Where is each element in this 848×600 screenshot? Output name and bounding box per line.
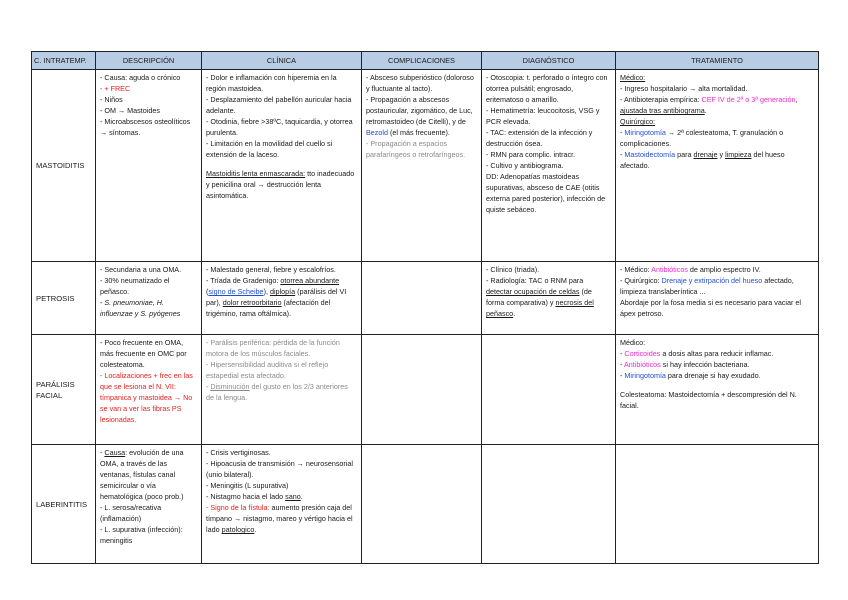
petrosis-clin-8: dolor retroorbitario bbox=[222, 298, 282, 307]
mastoiditis-comp-0: - Absceso subperióstico (doloroso y fluctuante al tacto). bbox=[366, 73, 474, 93]
mastoiditis-tto-6: . bbox=[704, 106, 707, 115]
row-mastoiditis bbox=[32, 70, 819, 262]
laberintitis-clin-0: - Crisis vertiginosas. bbox=[206, 448, 271, 457]
laberintitis-clin-nistagmo bbox=[206, 491, 357, 502]
mastoiditis-comp-propagacion bbox=[366, 94, 477, 138]
pathology-table bbox=[31, 51, 819, 564]
petrosis-tto-1: Antibióticos bbox=[651, 265, 688, 274]
laberintitis-tratamiento bbox=[616, 445, 819, 564]
paralisis-name: PARÁLISIS FACIAL bbox=[32, 335, 96, 445]
laberintitis-desc-4: - L. supurativa (infección): meningitis bbox=[100, 525, 183, 545]
petrosis-clinica bbox=[202, 262, 362, 335]
mastoiditis-clin-2: - Otodinia, fiebre >38ºC, taquicardia, y otorrea purulenta. bbox=[206, 117, 353, 137]
laberintitis-desc-causa bbox=[100, 447, 197, 502]
laberintitis-clin-1: - Hipoacusia de transmisión → neurosensorial (unio bilateral). bbox=[206, 459, 354, 479]
petrosis-name: PETROSIS bbox=[32, 262, 96, 335]
paralisis-tto-antibioticos bbox=[620, 359, 814, 370]
petrosis-clin-6: diplopía bbox=[269, 287, 296, 296]
petrosis-clin-triada bbox=[206, 275, 357, 319]
paralisis-clin-gusto bbox=[206, 381, 357, 403]
petrosis-tto-5: afectado, limpieza translaberíntica ... bbox=[620, 276, 794, 296]
mastoiditis-comp-3: (el más frecuente). bbox=[387, 128, 450, 137]
header-row bbox=[32, 52, 819, 70]
header-c-intratemp: C. INTRATEMP. bbox=[32, 52, 96, 70]
paralisis-tto-7: - bbox=[620, 371, 625, 380]
petrosis-diag-2: detectar ocupación de celdas bbox=[486, 287, 580, 296]
laberintitis-desc-1: Causa bbox=[104, 448, 126, 457]
petrosis-diag-radiologia bbox=[486, 275, 611, 319]
paralisis-tto-miringotomia bbox=[620, 370, 814, 381]
mastoiditis-tto-11: - bbox=[620, 150, 625, 159]
mastoiditis-desc-2: - Niños bbox=[100, 95, 123, 104]
laberintitis-desc-0: - bbox=[100, 448, 105, 457]
laberintitis-desc-3: - L. serosa/recativa (inflamación) bbox=[100, 503, 162, 523]
paralisis-tto-corticoides bbox=[620, 348, 814, 359]
petrosis-clin-2: otorrea abundante bbox=[280, 276, 340, 285]
mastoiditis-tto-16: limpieza bbox=[725, 150, 752, 159]
petrosis-diag-3: (de forma comparativa) y bbox=[486, 287, 592, 307]
laberintitis-clin-2: - Meningitis (L supurativa) bbox=[206, 481, 289, 490]
header-descripcion: DESCRIPCIÓN bbox=[96, 52, 202, 70]
paralisis-clinica bbox=[202, 335, 362, 445]
row-laberintitis bbox=[32, 445, 819, 564]
header-tratamiento: TRATAMIENTO bbox=[616, 52, 819, 70]
mastoiditis-tto-7: Quirúrgico: bbox=[620, 117, 656, 126]
paralisis-clin-0: - Parálisis periférica: pérdida de la función motora de los músculos faciales. bbox=[206, 338, 340, 358]
petrosis-tto-quirurgico bbox=[620, 275, 814, 297]
paralisis-tto-4: - bbox=[620, 360, 624, 369]
mastoiditis-desc-4: - Microabscesos osteolíticos → síntomas. bbox=[100, 117, 191, 137]
laberintitis-clin-6: - Signo de la fístula: bbox=[206, 503, 270, 512]
mastoiditis-comp-4: - Propagación a espacios parafaríngeos o retrofaríngeos. bbox=[366, 139, 466, 159]
mastoiditis-tto-3: CEF IV de 2ª o 3ª generación bbox=[701, 95, 796, 104]
mastoiditis-diag-0: - Otoscopia: t. perforado o íntegro con otorrea pulsátil; engrosado, eritematoso o amarillo. bbox=[486, 73, 608, 104]
mastoiditis-clin-3: - Limitación en la movilidad del cuello si extensión de la laceso. bbox=[206, 139, 333, 159]
mastoiditis-diagnostico bbox=[482, 70, 616, 262]
petrosis-descripcion bbox=[96, 262, 202, 335]
row-paralisis-facial bbox=[32, 335, 819, 445]
petrosis-clin-7: (parálisis del VI par), bbox=[206, 287, 347, 307]
mastoiditis-tto-9: Miringotomía bbox=[624, 128, 666, 137]
mastoiditis-tto-miringotomia bbox=[620, 127, 814, 149]
mastoiditis-tratamiento bbox=[616, 70, 819, 262]
laberintitis-diagnostico bbox=[482, 445, 616, 564]
mastoiditis-tto-antibioterapia bbox=[620, 94, 814, 116]
mastoiditis-tto-0: Médico: bbox=[620, 73, 646, 82]
petrosis-clin-3: ( bbox=[206, 287, 209, 296]
header-complicaciones: COMPLICACIONES bbox=[362, 52, 482, 70]
paralisis-clin-4: del gusto en los 2/3 anteriores de la lengua. bbox=[206, 382, 348, 402]
paralisis-tto-10: Colesteatoma: Mastoidectomía + descompresión del N. facial. bbox=[620, 390, 797, 410]
mastoiditis-tto-14: drenaje bbox=[693, 150, 718, 159]
mastoiditis-tto-5: ajustada tras antibiograma bbox=[620, 106, 705, 115]
mastoiditis-tto-1: - Ingreso hospitalario → alta mortalidad. bbox=[620, 84, 748, 93]
mastoiditis-complicaciones bbox=[362, 70, 482, 262]
laberintitis-clin-7: aumento presión caja del tímpano → nistagmo, mareo y vértigo hacia el lado bbox=[206, 503, 353, 534]
paralisis-complicaciones bbox=[362, 335, 482, 445]
header-clinica: CLÍNICA bbox=[202, 52, 362, 70]
paralisis-desc-0: - Poco frecuente en OMA, más frecuente en OMC por colesteatoma. bbox=[100, 338, 187, 369]
paralisis-tto-6: si hay infección bacteriana. bbox=[660, 360, 750, 369]
petrosis-complicaciones bbox=[362, 262, 482, 335]
petrosis-diag-5: . bbox=[513, 309, 516, 318]
paralisis-clin-3: Disminución bbox=[210, 382, 250, 391]
petrosis-clin-9: (afectación del trigémino, rama oftálmica). bbox=[206, 298, 331, 318]
paralisis-tratamiento bbox=[616, 335, 819, 445]
mastoiditis-tto-15: y bbox=[717, 150, 726, 159]
laberintitis-name: LABERINTITIS bbox=[32, 445, 96, 564]
mastoiditis-desc-0: - Causa: aguda o crónico bbox=[100, 73, 181, 82]
petrosis-clin-0: - Malestado general, fiebre y escalofríos. bbox=[206, 265, 336, 274]
paralisis-desc-1: - Localizaciones + frec en las que se lesiona el N. VII: tímpanica y mastoidea → No se van a ver las fibras PS lesionadas. bbox=[100, 371, 193, 424]
mastoiditis-diag-3: - RMN para complic. intracr. bbox=[486, 150, 576, 159]
petrosis-desc-0: - Secundaria a una OMA. bbox=[100, 265, 182, 274]
mastoiditis-tto-mastoidectomia bbox=[620, 149, 814, 171]
mastoiditis-diag-1: - Hematimetría: leucocitosis, VSG y PCR elevada. bbox=[486, 106, 600, 126]
petrosis-diag-0: - Clínico (triada). bbox=[486, 265, 540, 274]
mastoiditis-tto-10: → 2ª colesteatoma, T. granulación o complicaciones. bbox=[620, 128, 784, 148]
paralisis-tto-9: para drenaje si hay exudado. bbox=[665, 371, 761, 380]
laberintitis-clin-4: sano bbox=[285, 492, 301, 501]
laberintitis-descripcion bbox=[96, 445, 202, 564]
mastoiditis-diag-5: DD: Adenopatías mastoideas supurativas, absceso de CAE (otitis externa pared posterior), infección de quiste sebáceo. bbox=[486, 172, 606, 214]
paralisis-tto-5: Antibióticos bbox=[624, 360, 661, 369]
paralisis-tto-1: - bbox=[620, 349, 625, 358]
petrosis-tto-3: - Quirúrgico: bbox=[620, 276, 662, 285]
petrosis-diag-4: necrosis del peñasco bbox=[486, 298, 594, 318]
petrosis-clin-5: ), bbox=[263, 287, 270, 296]
laberintitis-clin-9: . bbox=[254, 525, 257, 534]
paralisis-tto-0: Médico: bbox=[620, 338, 646, 347]
paralisis-diagnostico bbox=[482, 335, 616, 445]
laberintitis-clin-8: patologico bbox=[221, 525, 255, 534]
petrosis-diag-1: - Radiología: TAC o RNM para bbox=[486, 276, 584, 285]
header-diagnostico: DIAGNÓSTICO bbox=[482, 52, 616, 70]
paralisis-clin-2: - bbox=[206, 382, 211, 391]
laberintitis-complicaciones bbox=[362, 445, 482, 564]
mastoiditis-clinica bbox=[202, 70, 362, 262]
mastoiditis-tto-2: - Antibioterapia empírica: bbox=[620, 95, 702, 104]
mastoiditis-name: MASTOIDITIS bbox=[32, 70, 96, 262]
mastoiditis-clin-4: Mastoiditis lenta enmascarada: bbox=[206, 169, 306, 178]
petrosis-tto-0: - Médico: bbox=[620, 265, 652, 274]
mastoiditis-tto-4: , bbox=[795, 95, 798, 104]
mastoiditis-diag-4: - Cultivo y antibiograma. bbox=[486, 161, 564, 170]
petrosis-clin-4: signo de Scheibe bbox=[208, 287, 264, 296]
mastoiditis-tto-12: Mastoidectomía bbox=[624, 150, 676, 159]
petrosis-diagnostico bbox=[482, 262, 616, 335]
mastoiditis-tto-8: - bbox=[620, 128, 625, 137]
laberintitis-clin-3: - Nistagmo hacia el lado bbox=[206, 492, 286, 501]
mastoiditis-descripcion bbox=[96, 70, 202, 262]
laberintitis-clin-5: . bbox=[300, 492, 303, 501]
petrosis-tto-2: de amplio espectro IV. bbox=[687, 265, 761, 274]
petrosis-tto-4: Drenaje y extirpación del hueso bbox=[661, 276, 763, 285]
mastoiditis-clin-0: - Dolor e inflamación con hiperemia en la región mastoidea. bbox=[206, 73, 337, 93]
petrosis-tto-6: Abordaje por la fosa media si es necesario para vaciar el ápex petroso. bbox=[620, 298, 801, 318]
petrosis-tto-medico bbox=[620, 264, 814, 275]
laberintitis-clin-fistula bbox=[206, 502, 357, 535]
petrosis-clin-1: - Tríada de Gradenigo: bbox=[206, 276, 281, 285]
mastoiditis-clin-lenta bbox=[206, 168, 357, 201]
paralisis-tto-8: Miringotomía bbox=[624, 371, 666, 380]
mastoiditis-clin-5: tto inadecuado y penicilina oral → destrucción lenta asintomática. bbox=[206, 169, 355, 200]
petrosis-desc-1: - 30% neumatizado el peñasco. bbox=[100, 276, 170, 296]
laberintitis-clinica bbox=[202, 445, 362, 564]
mastoiditis-diag-2: - TAC: extensión de la infección y destrucción ósea. bbox=[486, 128, 593, 148]
row-petrosis bbox=[32, 262, 819, 335]
petrosis-tratamiento bbox=[616, 262, 819, 335]
paralisis-descripcion bbox=[96, 335, 202, 445]
paralisis-clin-1: - Hipersensibilidad auditiva si el reflejo estapedial esta afectado. bbox=[206, 360, 329, 380]
mastoiditis-comp-1: - Propagación a abscesos postauricular, zigomático, de Luc, retromastoideo (de Citelli), y de bbox=[366, 95, 473, 126]
laberintitis-desc-2: : evolución de una OMA, a través de las ventanas, fístulas canal semicircular o vía hematológica (poco prob.) bbox=[100, 448, 184, 501]
mastoiditis-tto-13: para bbox=[675, 150, 694, 159]
mastoiditis-desc-1: - + FREC bbox=[100, 84, 131, 93]
mastoiditis-comp-2: Bezold bbox=[366, 128, 388, 137]
petrosis-desc-2: - S. pneumoniae, H. influenzae y S. pyógenes bbox=[100, 298, 181, 318]
mastoiditis-clin-1: - Desplazamiento del pabellón auricular hacia adelante. bbox=[206, 95, 352, 115]
mastoiditis-tto-17: del hueso afectado. bbox=[620, 150, 785, 170]
paralisis-tto-3: a dosis altas para reducir inflamac. bbox=[660, 349, 774, 358]
mastoiditis-desc-3: - OM → Mastoides bbox=[100, 106, 160, 115]
paralisis-tto-2: Corticoides bbox=[624, 349, 661, 358]
